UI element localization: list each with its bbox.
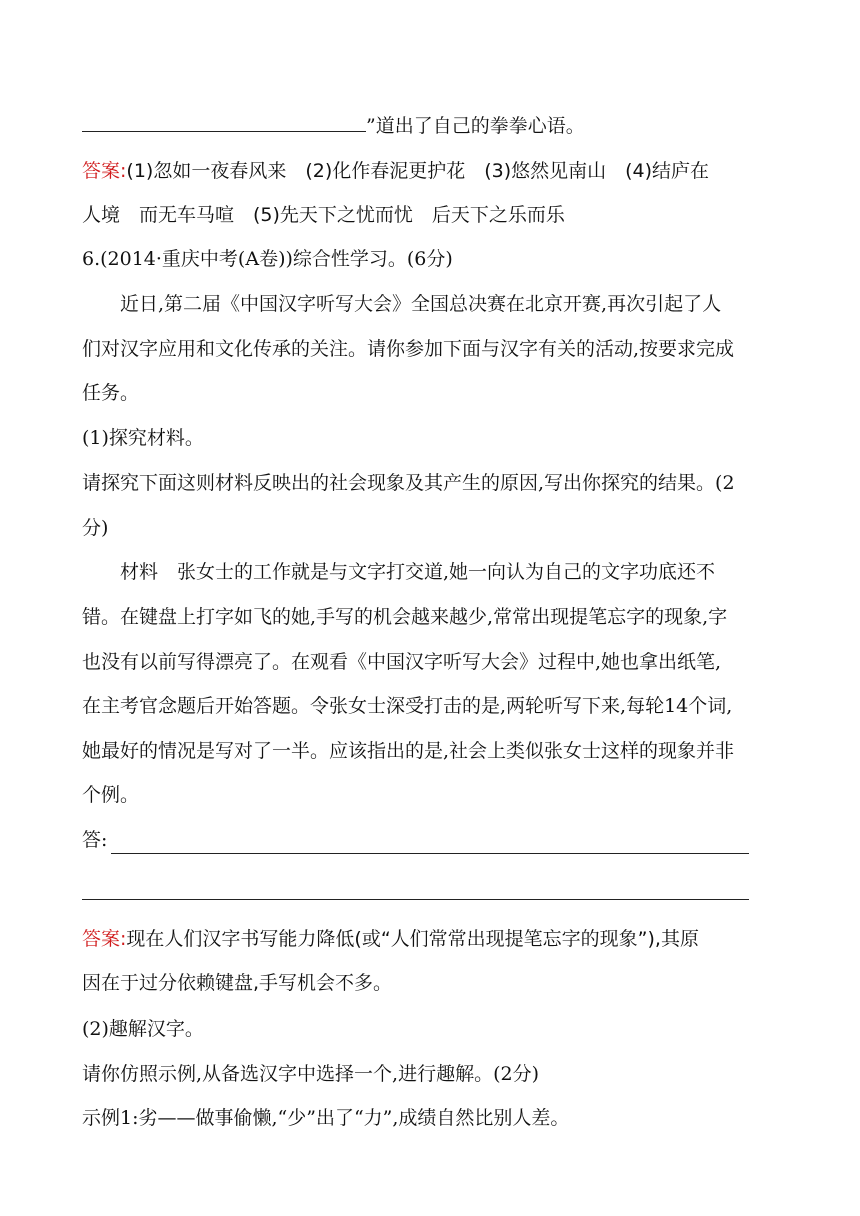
q5-answer-line-2: 人境 而无车马喧 (5)先天下之忧而忧 后天下之乐而乐 bbox=[82, 204, 565, 226]
material-line-6: 个例。 bbox=[82, 784, 140, 806]
q5-fill-line bbox=[82, 117, 585, 136]
material-line-3: 也没有以前写得漂亮了。在观看《中国汉字听写大会》过程中,她也拿出纸笔, bbox=[82, 651, 722, 673]
answer-prefix: 答: bbox=[82, 829, 108, 851]
material-line-2: 错。在键盘上打字如飞的她,手写的机会越来越少,常常出现提笔忘字的现象,字 bbox=[82, 606, 728, 628]
part1-answer-text-1: 现在人们汉字书写能力降低(或“人们常常出现提笔忘字的现象”),其原 bbox=[126, 928, 699, 950]
q5-answer-text-1: (1)忽如一夜春风来 (2)化作春泥更护花 (3)悠然见南山 (4)结庐在 bbox=[126, 160, 710, 182]
part1-prompt-line-2: 分) bbox=[82, 517, 109, 539]
answer-line-1[interactable] bbox=[111, 853, 749, 854]
part2-title: (2)趣解汉字。 bbox=[82, 1018, 204, 1040]
q5-answer-line-1 bbox=[82, 162, 709, 181]
part1-title: (1)探究材料。 bbox=[82, 427, 204, 449]
q5-blank bbox=[82, 117, 366, 132]
q5-tail-text: ”道出了自己的拳拳心语。 bbox=[366, 115, 585, 137]
example-1: 示例1:劣——做事偷懒,“少”出了“力”,成绩自然比别人差。 bbox=[82, 1107, 570, 1129]
part1-answer-line-2: 因在于过分依赖键盘,手写机会不多。 bbox=[82, 972, 393, 994]
q6-intro-line-2: 们对汉字应用和文化传承的关注。请你参加下面与汉字有关的活动,按要求完成 bbox=[82, 338, 735, 360]
part1-prompt-line-1: 请探究下面这则材料反映出的社会现象及其产生的原因,写出你探究的结果。(2 bbox=[82, 472, 735, 494]
q6-heading: 6.(2014·重庆中考(A卷))综合性学习。(6分) bbox=[82, 248, 453, 270]
q6-intro-line-1: 近日,第二届《中国汉字听写大会》全国总决赛在北京开赛,再次引起了人 bbox=[120, 293, 722, 315]
answer-line-2[interactable] bbox=[82, 899, 749, 900]
part1-answer-line-1 bbox=[82, 930, 699, 949]
material-line-1: 材料 张女士的工作就是与文字打交道,她一向认为自己的文字功底还不 bbox=[120, 561, 716, 583]
material-line-5: 她最好的情况是写对了一半。应该指出的是,社会上类似张女士这样的现象并非 bbox=[82, 740, 735, 762]
material-line-4: 在主考官念题后开始答题。令张女士深受打击的是,两轮听写下来,每轮14个词, bbox=[82, 695, 733, 717]
q6-intro-line-3: 任务。 bbox=[82, 382, 140, 404]
answer-label: 答案: bbox=[82, 928, 127, 950]
part2-prompt: 请你仿照示例,从备选汉字中选择一个,进行趣解。(2分) bbox=[82, 1063, 539, 1085]
answer-label: 答案: bbox=[82, 160, 127, 182]
